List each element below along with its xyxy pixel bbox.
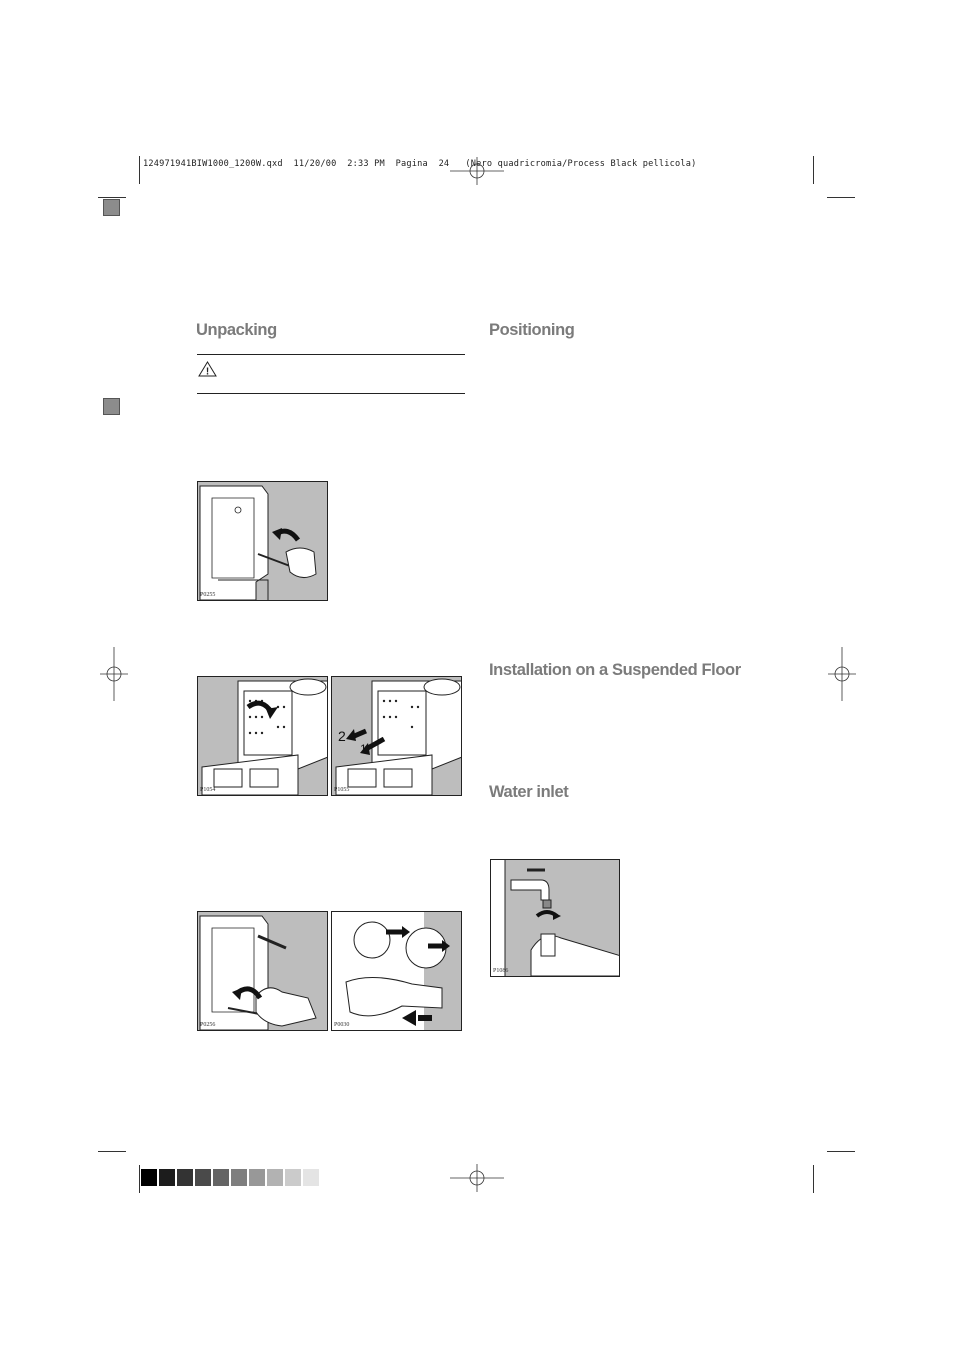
crop-mark: [813, 1165, 814, 1193]
color-swatch: [249, 1169, 265, 1186]
crop-mark: [813, 156, 814, 184]
crop-mark: [139, 1165, 140, 1193]
figure-transit-bolt-removal: [197, 481, 328, 601]
crop-mark: [98, 197, 126, 198]
registration-target-icon: [828, 647, 856, 701]
print-slug: 124971941BIW1000_1200W.qxd 11/20/00 2:33 PM Pagina 24 (Nero quadricromia/Process Black pellicola): [143, 159, 697, 169]
color-calibration-bar: [141, 1169, 319, 1186]
crop-mark: [827, 1151, 855, 1152]
heading-suspended-floor: Installation on a Suspended Floor: [489, 661, 741, 679]
figure-remove-spacers: [197, 911, 328, 1031]
figure-code: P1086: [493, 968, 509, 974]
heading-unpacking: Unpacking: [196, 321, 277, 339]
warning-rule-bottom: [197, 393, 465, 394]
registration-square: [103, 398, 120, 415]
heading-water-inlet: Water inlet: [489, 783, 569, 801]
warning-triangle-icon: [198, 361, 217, 377]
crop-mark: [827, 197, 855, 198]
figure-code: P1054: [200, 787, 216, 793]
figure-code: P0030: [334, 1022, 350, 1028]
figure-code: P0256: [200, 1022, 216, 1028]
figure-code: P0255: [200, 592, 216, 598]
figure-code: P1055: [334, 787, 350, 793]
color-swatch: [159, 1169, 175, 1186]
crop-mark: [139, 156, 140, 184]
registration-target-icon: [450, 1164, 504, 1192]
color-swatch: [177, 1169, 193, 1186]
svg-text:!: !: [205, 366, 210, 377]
registration-square: [103, 199, 120, 216]
crop-mark: [98, 1151, 126, 1152]
color-swatch: [267, 1169, 283, 1186]
registration-target-icon: [450, 157, 504, 185]
color-swatch: [213, 1169, 229, 1186]
heading-positioning: Positioning: [489, 321, 575, 339]
figure-insert-plugs: [331, 911, 462, 1031]
color-swatch: [231, 1169, 247, 1186]
color-swatch: [195, 1169, 211, 1186]
figure-water-inlet-tap: [490, 859, 620, 977]
figure-rear-panel-open: [197, 676, 328, 796]
color-swatch: [303, 1169, 319, 1186]
figure-remove-bracket: [331, 676, 462, 796]
registration-target-icon: [100, 647, 128, 701]
svg-text:2: 2: [338, 728, 346, 744]
svg-text:1: 1: [360, 742, 367, 756]
color-swatch: [141, 1169, 157, 1186]
warning-rule-top: [197, 354, 465, 355]
color-swatch: [285, 1169, 301, 1186]
